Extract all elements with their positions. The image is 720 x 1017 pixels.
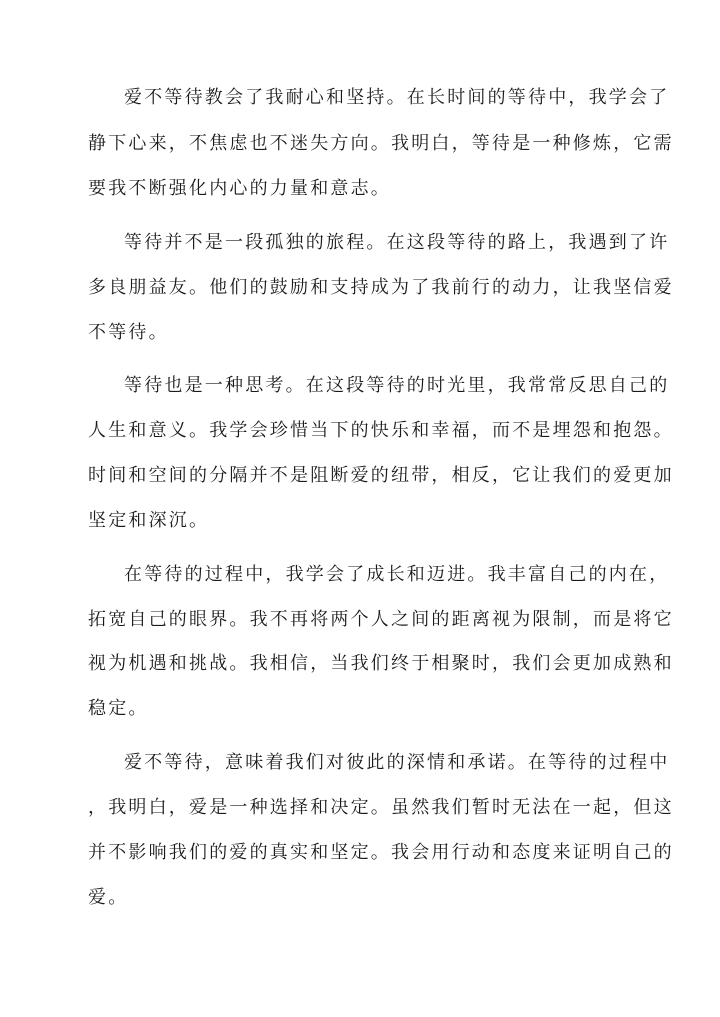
paragraph-1-line-1: 爱不等待教会了我耐心和坚持。在长时间的等待中，我学会了 [124, 87, 670, 108]
paragraph-4-line-3: 视为机遇和挑战。我相信，当我们终于相聚时，我们会更加成熟和 [88, 653, 674, 674]
paragraph-3-line-3: 时间和空间的分隔并不是阻断爱的纽带，相反，它让我们的爱更加 [88, 465, 674, 486]
paragraph-3-line-2: 人生和意义。我学会珍惜当下的快乐和幸福，而不是埋怨和抱怨。 [88, 420, 674, 441]
paragraph-2-line-3: 不等待。 [88, 322, 169, 343]
paragraph-1-line-2: 静下心来，不焦虑也不迷失方向。我明白，等待是一种修炼，它需 [88, 133, 674, 154]
paragraph-1-line-3: 要我不断强化内心的力量和意志。 [88, 178, 391, 199]
paragraph-5-line-1: 爱不等待，意味着我们对彼此的深情和承诺。在等待的过程中 [124, 752, 670, 773]
paragraph-2-line-2: 多良朋益友。他们的鼓励和支持成为了我前行的动力，让我坚信爱 [88, 277, 674, 298]
paragraph-5-line-4: 爱。 [88, 887, 129, 908]
paragraph-3-line-1: 等待也是一种思考。在这段等待的时光里，我常常反思自己的 [124, 375, 670, 396]
paragraph-4-line-4: 稳定。 [88, 698, 149, 719]
paragraph-5-line-3: 并不影响我们的爱的真实和坚定。我会用行动和态度来证明自己的 [88, 842, 674, 863]
paragraph-2-line-1: 等待并不是一段孤独的旅程。在这段等待的路上，我遇到了许 [124, 232, 670, 253]
paragraph-5-line-2: ，我明白，爱是一种选择和决定。虽然我们暂时无法在一起，但这 [88, 797, 674, 818]
paragraph-4-line-2: 拓宽自己的眼界。我不再将两个人之间的距离视为限制，而是将它 [88, 609, 674, 630]
paragraph-4-line-1: 在等待的过程中，我学会了成长和迈进。我丰富自己的内在， [124, 564, 670, 585]
paragraph-3-line-4: 坚定和深沉。 [88, 510, 210, 531]
